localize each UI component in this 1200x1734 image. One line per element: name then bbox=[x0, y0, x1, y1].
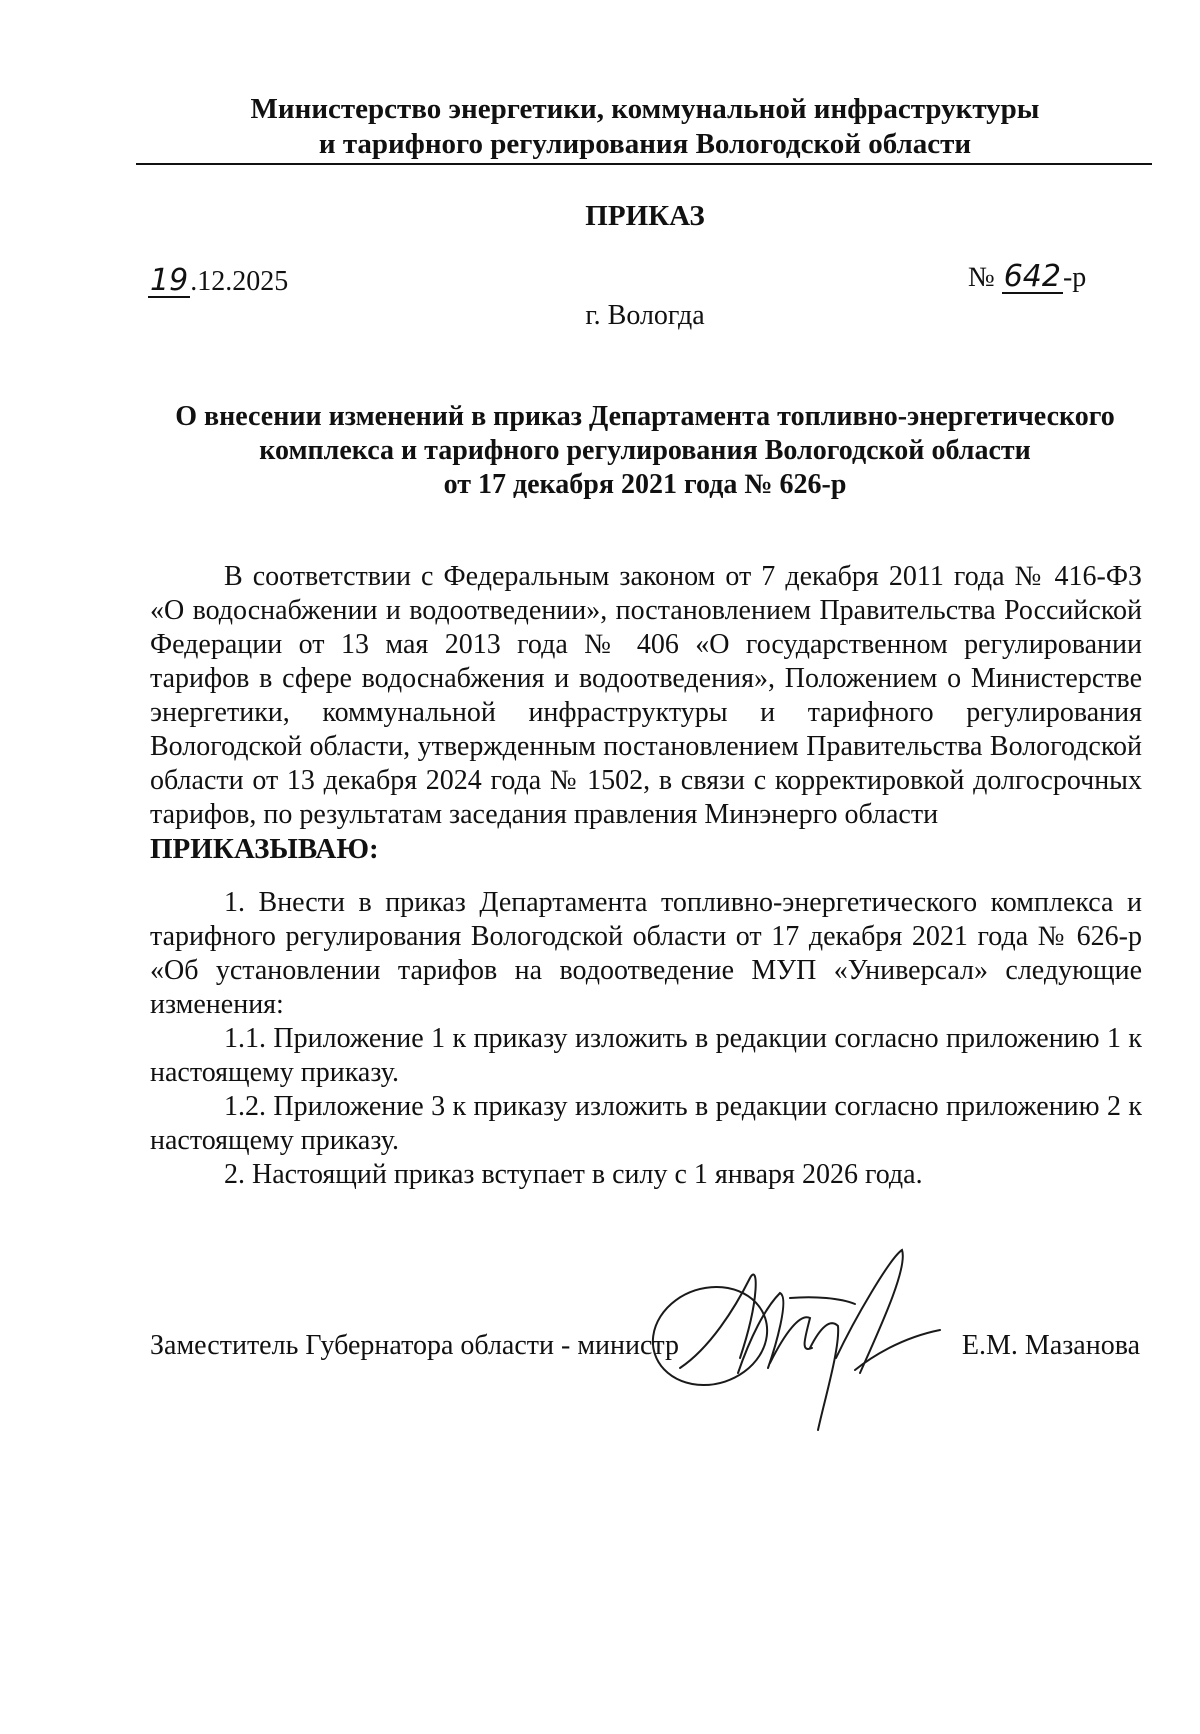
item-1: 1. Внести в приказ Департамента топливно-энергетического комплекса и тарифного регулирования Вологодской области от 17 декабря 2021 года № 626-р «Об установлении тарифов на водоотведение МУП «Универсал» следующие изменения: bbox=[150, 887, 1142, 1020]
item-1-1: 1.1. Приложение 1 к приказу изложить в редакции согласно приложению 1 к настоящему приказу. bbox=[150, 1023, 1142, 1088]
document-number bbox=[968, 259, 1087, 294]
subject-line-2: комплекса и тарифного регулирования Вологодской области bbox=[259, 435, 1031, 466]
document-body bbox=[150, 560, 1142, 1192]
date-rest: .12.2025 bbox=[190, 266, 289, 297]
number-handwritten: 642 bbox=[1003, 259, 1061, 294]
subject-line-3: от 17 декабря 2021 года № 626-р bbox=[443, 469, 847, 500]
preamble-paragraph: В соответствии с Федеральным законом от 7 декабря 2011 года № 416-ФЗ «О водоснабжении и водоотведении», постановлением Правительства Российской Федерации от 13 мая 2013 года № 406 «О государственном регулировании тарифов в сфере водоснабжения и водоотведения», Положением о Министерстве энергетики, коммунальной инфраструктуры и тарифного регулирования Вологодской области, утвержденным постановлением Правительства Вологодской области от 13 декабря 2024 года № 1502, в связи с корректировкой долгосрочных тарифов, по результатам заседания правления Минэнерго области bbox=[150, 561, 1142, 830]
date-day-handwritten: 19 bbox=[150, 263, 189, 298]
item-1-2: 1.2. Приложение 3 к приказу изложить в редакции согласно приложению 2 к настоящему приказу. bbox=[150, 1091, 1142, 1156]
signer-name: Е.М. Мазанова bbox=[961, 1330, 1140, 1361]
number-prefix: № bbox=[968, 262, 995, 293]
order-word: ПРИКАЗЫВАЮ: bbox=[150, 833, 379, 865]
ministry-line-2: и тарифного регулирования Вологодской области bbox=[318, 128, 972, 160]
ministry-line-1: Министерство энергетики, коммунальной инфраструктуры bbox=[250, 93, 1040, 125]
document-city: г. Вологда bbox=[585, 300, 705, 331]
document-subject bbox=[150, 400, 1140, 502]
document-type: ПРИКАЗ bbox=[585, 200, 705, 232]
number-suffix: -р bbox=[1062, 262, 1087, 293]
document-date bbox=[148, 263, 289, 298]
ministry-header bbox=[140, 92, 1150, 162]
subject-line-1: О внесении изменений в приказ Департамента топливно-энергетического bbox=[175, 401, 1115, 432]
handwritten-signature-icon bbox=[640, 1238, 970, 1438]
item-2: 2. Настоящий приказ вступает в силу с 1 января 2026 года. bbox=[224, 1159, 923, 1190]
header-divider bbox=[136, 163, 1152, 165]
signer-position: Заместитель Губернатора области - министр bbox=[150, 1330, 679, 1361]
